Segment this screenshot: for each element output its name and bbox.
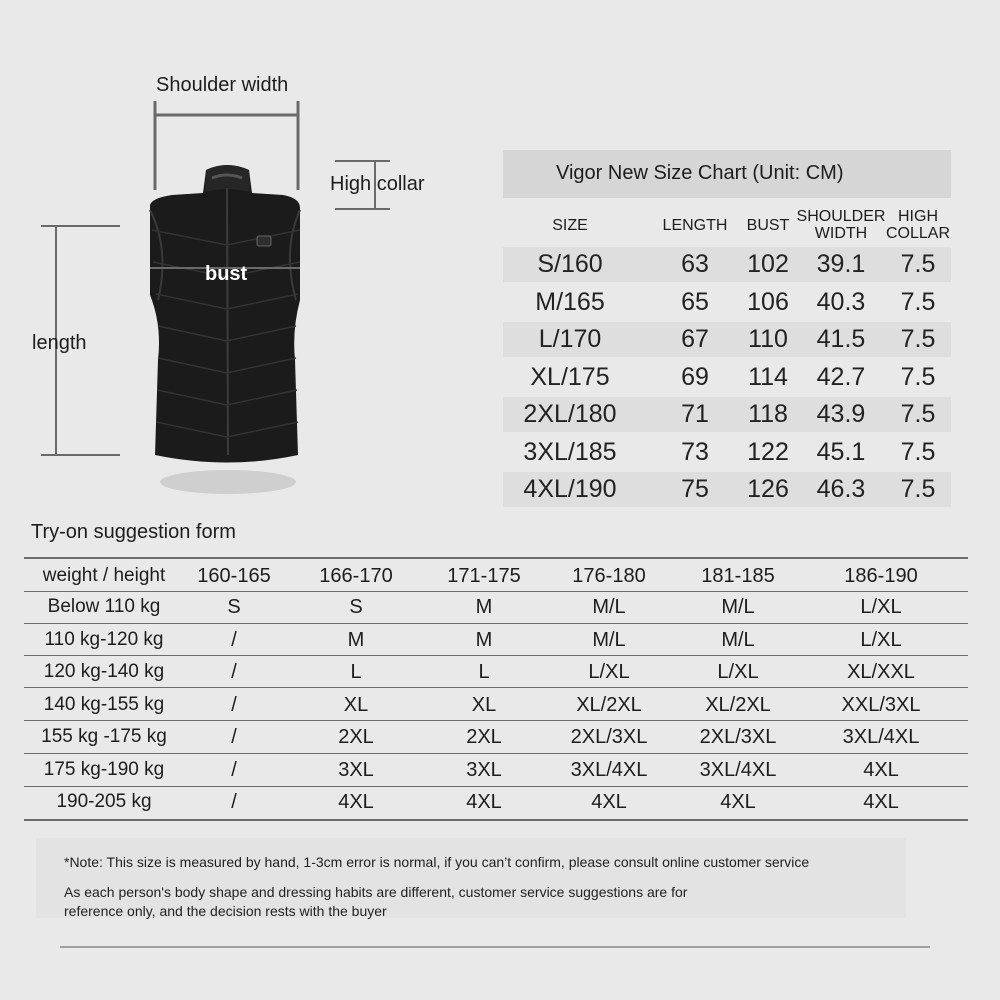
size-chart xyxy=(503,150,951,510)
size-chart-cell: 69 xyxy=(681,362,709,391)
tryon-cell: / xyxy=(231,628,237,651)
tryon-cell: L/XL xyxy=(860,596,902,618)
size-chart-cell: 7.5 xyxy=(900,400,936,428)
tryon-row xyxy=(24,754,968,786)
size-chart-cell: XL/175 xyxy=(530,362,610,391)
tryon-cell: M xyxy=(475,628,493,651)
table-rule xyxy=(24,557,968,559)
tryon-row-label: 190-205 kg xyxy=(56,791,152,812)
tryon-row-label: weight / height xyxy=(42,565,166,586)
tryon-row-label: Below 110 kg xyxy=(47,596,161,617)
tryon-cell: 4XL xyxy=(338,791,374,813)
note-line-2: As each person's body shape and dressing habits are different, customer service suggestions are for xyxy=(64,884,688,900)
bottom-divider xyxy=(60,946,930,948)
tryon-cell: M/L xyxy=(721,628,755,651)
size-chart-title-bar xyxy=(503,150,951,198)
tryon-cell: XL/XXL xyxy=(847,661,915,683)
size-chart-cell: 102 xyxy=(747,250,789,278)
size-chart-header-text: COLLAR xyxy=(885,225,951,242)
size-chart-cell: 73 xyxy=(681,437,709,466)
tryon-cell: S xyxy=(349,596,363,618)
size-chart-header-text: BUST xyxy=(746,216,790,234)
tryon-cell: 166-170 xyxy=(319,565,393,587)
size-chart-row xyxy=(503,472,951,507)
size-chart-cell: 41.5 xyxy=(816,325,866,353)
size-chart-cell: 4XL/190 xyxy=(523,475,617,503)
size-chart-cell: 40.3 xyxy=(816,287,866,316)
tryon-cell: 3XL xyxy=(338,758,374,781)
size-chart-header-text: HIGH xyxy=(898,208,938,225)
size-chart-cell: 63 xyxy=(681,250,709,278)
size-chart-cell: 46.3 xyxy=(816,475,866,503)
tryon-row xyxy=(24,786,968,818)
size-chart-cell: 7.5 xyxy=(900,325,936,353)
tryon-cell: L/XL xyxy=(717,661,759,683)
tryon-cell: XXL/3XL xyxy=(841,693,921,716)
size-chart-cell: 106 xyxy=(747,287,789,316)
size-chart-header-text: SIZE xyxy=(552,216,588,234)
tryon-cell: M/L xyxy=(592,596,626,618)
tryon-cell: / xyxy=(231,661,237,683)
size-chart-header-text: WIDTH xyxy=(814,225,868,242)
shoulder-width-label: Shoulder width xyxy=(156,74,289,96)
tryon-cell: XL xyxy=(343,693,369,716)
tryon-cell: 2XL xyxy=(466,726,502,748)
size-chart-row xyxy=(503,285,951,320)
tryon-cell: 2XL/3XL xyxy=(699,726,777,748)
size-chart-header-cell xyxy=(883,208,953,242)
high-collar-label: High collar xyxy=(330,173,425,195)
size-chart-cell: 114 xyxy=(748,362,788,391)
size-chart-row xyxy=(503,322,951,357)
tryon-cell: 2XL/3XL xyxy=(570,726,648,748)
tryon-cell: 4XL xyxy=(863,758,899,781)
tryon-cell: 176-180 xyxy=(572,565,646,587)
tryon-cell: 2XL xyxy=(338,726,374,748)
tryon-cell: XL/2XL xyxy=(705,693,771,716)
tryon-row xyxy=(24,689,968,721)
size-chart-cell: 45.1 xyxy=(816,437,866,466)
tryon-row xyxy=(24,624,968,656)
tryon-row-label: 120 kg-140 kg xyxy=(43,661,165,682)
tryon-cell: 160-165 xyxy=(197,565,271,587)
tryon-cell: 3XL/4XL xyxy=(570,758,648,781)
size-chart-header-text: SHOULDER xyxy=(796,208,886,225)
tryon-cell: M xyxy=(347,628,365,651)
bust-label: bust xyxy=(205,263,248,285)
size-chart-row xyxy=(503,397,951,432)
tryon-cell: 3XL/4XL xyxy=(699,758,777,781)
size-chart-row xyxy=(503,247,951,282)
size-chart-cell: 71 xyxy=(681,400,709,428)
size-chart-cell: 7.5 xyxy=(900,475,936,503)
note-box xyxy=(36,838,906,918)
tryon-row-label: 110 kg-120 kg xyxy=(44,628,164,650)
size-chart-cell: 7.5 xyxy=(900,287,936,316)
size-chart-cell: 43.9 xyxy=(816,400,866,428)
tryon-cell: 181-185 xyxy=(701,565,775,587)
size-chart-cell: 110 xyxy=(748,325,788,353)
tryon-cell: S xyxy=(227,596,241,618)
tryon-row xyxy=(24,591,968,623)
tryon-cell: 4XL xyxy=(720,791,756,813)
size-chart-cell: 67 xyxy=(681,325,709,353)
tryon-cell: 3XL/4XL xyxy=(842,726,920,748)
size-chart-cell: 7.5 xyxy=(900,437,936,466)
size-chart-cell: L/170 xyxy=(538,325,602,353)
size-chart-cell: 39.1 xyxy=(816,250,866,278)
size-chart-title: Vigor New Size Chart (Unit: CM) xyxy=(556,162,844,184)
size-chart-cell: 7.5 xyxy=(900,362,936,391)
tryon-row xyxy=(24,721,968,753)
tryon-cell: XL/2XL xyxy=(576,693,642,716)
tryon-cell: / xyxy=(231,693,237,716)
tryon-header-row xyxy=(24,560,968,592)
heating-button-icon xyxy=(257,236,271,246)
tryon-cell: 4XL xyxy=(863,791,899,813)
size-chart-cell: 2XL/180 xyxy=(523,400,617,428)
size-chart-cell: 75 xyxy=(681,475,709,503)
tryon-cell: XL xyxy=(471,693,497,716)
tryon-cell: M xyxy=(475,596,493,618)
tryon-title: Try-on suggestion form xyxy=(31,521,236,543)
size-chart-cell: S/160 xyxy=(537,250,603,278)
tryon-cell: / xyxy=(231,726,237,748)
tryon-row xyxy=(24,656,968,688)
tryon-cell: 186-190 xyxy=(844,565,918,587)
vest-figure xyxy=(0,0,500,520)
tryon-cell: L xyxy=(478,661,490,683)
tryon-table xyxy=(24,557,968,821)
size-chart-cell: 65 xyxy=(681,287,709,316)
size-chart-header-cell xyxy=(510,208,630,242)
tryon-cell: 4XL xyxy=(466,791,502,813)
size-chart-cell: 122 xyxy=(747,437,789,466)
size-chart-header-cell xyxy=(655,208,735,242)
size-chart-cell: 126 xyxy=(747,475,789,503)
vest-body xyxy=(150,165,300,463)
tryon-cell: 4XL xyxy=(591,791,627,813)
tryon-row-label: 140 kg-155 kg xyxy=(43,693,165,715)
tryon-cell: 3XL xyxy=(466,758,502,781)
size-chart-row xyxy=(503,360,951,395)
tryon-cell: M/L xyxy=(592,628,626,651)
tryon-row-label: 155 kg -175 kg xyxy=(41,726,167,747)
tryon-cell: L xyxy=(350,661,362,683)
tryon-cell: L/XL xyxy=(860,628,902,651)
tryon-cell: / xyxy=(231,758,237,781)
table-rule xyxy=(24,819,968,821)
size-chart-cell: 3XL/185 xyxy=(523,437,617,466)
note-line-3: reference only, and the decision rests with the buyer xyxy=(64,903,387,919)
size-chart-row xyxy=(503,435,951,470)
size-chart-header-cell xyxy=(738,208,798,242)
size-chart-cell: M/165 xyxy=(535,287,605,316)
size-chart-cell: 118 xyxy=(748,400,788,428)
tryon-cell: 171-175 xyxy=(447,565,521,587)
size-chart-cell: 42.7 xyxy=(816,362,866,391)
tryon-cell: L/XL xyxy=(588,661,630,683)
size-chart-header-cell xyxy=(794,208,888,242)
length-label: length xyxy=(32,332,87,354)
note-line-1: *Note: This size is measured by hand, 1-3cm error is normal, if you can’t confirm, please consult online customer service xyxy=(64,854,810,870)
size-chart-header-text: LENGTH xyxy=(662,216,728,234)
vest-shadow xyxy=(160,470,296,494)
tryon-cell: M/L xyxy=(721,596,755,618)
tryon-cell: / xyxy=(231,791,237,813)
size-chart-cell: 7.5 xyxy=(900,250,936,278)
tryon-row-label: 175 kg-190 kg xyxy=(43,758,165,780)
